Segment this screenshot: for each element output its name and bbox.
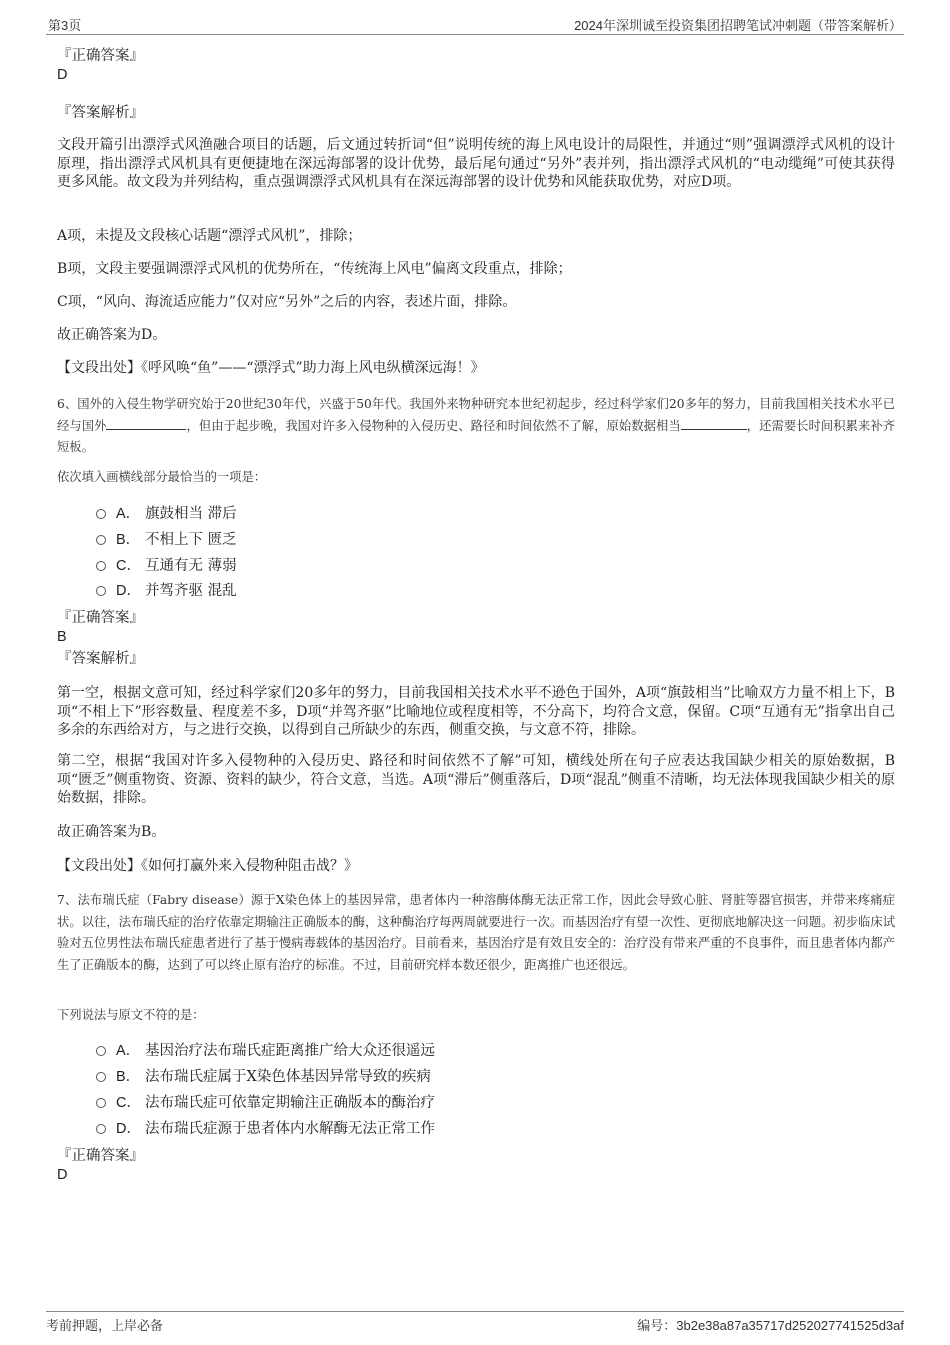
q5-analysis-paragraph: C项，“风向、海流适应能力”仅对应“另外”之后的内容，表述片面，排除。 bbox=[57, 294, 517, 310]
q6-analysis-label: 『答案解析』 bbox=[57, 651, 144, 667]
q5-answer-label: 『正确答案』 bbox=[57, 48, 144, 64]
q6-source: 【文段出处】《如何打赢外来入侵物种阻击战？》 bbox=[57, 858, 358, 874]
q6-answer: B bbox=[57, 629, 67, 645]
q5-answer: D bbox=[57, 67, 68, 83]
radio-button[interactable] bbox=[96, 586, 106, 596]
q6-analysis-paragraph: 第一空，根据文意可知，经过科学家们20多年的努力，目前我国相关技术水平不逊色于国外，A项“旗鼓相当”比喻双方力量不相上下，B项“不相上下”形容数量、程度差不多，D项“并驾齐驱”比喻地位或程度相等，不分高下，均符合文意，保留。C项“互通有无”指拿出自己多余的东西给对方，与之进行交换，以得到自己所缺少的东西，侧重交换，与文意不符，排除。 bbox=[57, 685, 895, 738]
q5-analysis-paragraph: A项，未提及文段核心话题“漂浮式风机”，排除； bbox=[57, 228, 362, 244]
q7-answer-label: 『正确答案』 bbox=[57, 1148, 144, 1164]
q7-answer: D bbox=[57, 1167, 68, 1183]
radio-button[interactable] bbox=[96, 509, 106, 519]
page-number: 第3页 bbox=[48, 18, 82, 33]
radio-button[interactable] bbox=[96, 1046, 106, 1056]
radio-button[interactable] bbox=[96, 1072, 106, 1082]
fill-blank-1 bbox=[106, 417, 186, 430]
q6-analysis-paragraph: 故正确答案为B。 bbox=[57, 824, 166, 840]
q6-stem: 6、国外的入侵生物学研究始于20世纪30年代，兴盛于50年代。我国外来物种研究本世纪初起步，经过科学家们20多年的努力，目前我国相关技术水平已经与国外 ，但由于起步晚，我国对许多入侵物种的入侵历史、路径和时间依然不了解，原始数据相当 ，还需要长时间积累来补齐短板。 bbox=[57, 397, 895, 454]
footer-slogan: 考前押题，上岸必备 bbox=[46, 1318, 164, 1333]
radio-button[interactable] bbox=[96, 1124, 106, 1134]
q7-stem: 7、法布瑞氏症（Fabry disease）源于X染色体上的基因异常，患者体内一种溶酶体酶无法正常工作，因此会导致心脏、肾脏等器官损害，并带来疼痛症状。以往，法布瑞氏症的治疗依靠定期输注正确版本的酶，这种酶治疗每两周就要进行一次。而基因治疗有望一次性、更彻底地解决这一问题。初步临床试验对五位男性法布瑞氏症患者进行了基于慢病毒载体的基因治疗。目前看来，基因治疗是有效且安全的：治疗没有带来严重的不良事件，而且患者体内都产生了正确版本的酶，达到了可以终止原有治疗的标准。不过，目前研究样本数还很少，距离推广也还很远。 bbox=[57, 893, 895, 972]
fill-blank-2 bbox=[681, 417, 747, 430]
q7-prompt: 下列说法与原文不符的是： bbox=[57, 1008, 205, 1022]
q5-source: 【文段出处】《呼风唤“鱼”——“漂浮式”助力海上风电纵横深远海！》 bbox=[57, 360, 485, 376]
q6-prompt: 依次填入画横线部分最恰当的一项是： bbox=[57, 470, 267, 484]
page-header bbox=[46, 14, 904, 35]
document-id: 编号：3b2e38a87a35717d252027741525d3af bbox=[637, 1318, 904, 1333]
q5-analysis-paragraph: 文段开篇引出漂浮式风渔融合项目的话题，后文通过转折词“但”说明传统的海上风电设计的局限性，并通过“则”强调漂浮式风机的设计原理，指出漂浮式风机具有更便捷地在深远海部署的设计优势，最后尾句通过“另外”表并列，指出漂浮式风机的“电动缆绳”可使其获得更多风能。故文段为并列结构，重点强调漂浮式风机具有在深远海部署的设计优势和风能获取优势，对应D项。 bbox=[57, 137, 895, 190]
q5-analysis-paragraph: 故正确答案为D。 bbox=[57, 327, 167, 343]
q5-analysis-label: 『答案解析』 bbox=[57, 105, 144, 121]
document-title: 2024年深圳诚至投资集团招聘笔试冲刺题（带答案解析） bbox=[574, 18, 902, 33]
radio-button[interactable] bbox=[96, 561, 106, 571]
q6-analysis-paragraph: 第二空，根据“我国对许多入侵物种的入侵历史、路径和时间依然不了解”可知，横线处所在句子应表达我国缺少相关的原始数据，B项“匮乏”侧重物资、资源、资料的缺少，符合文意，当选。A项“滞后”侧重落后，D项“混乱”侧重不清晰，均无法体现我国缺少相关的原始数据，排除。 bbox=[57, 753, 895, 806]
radio-button[interactable] bbox=[96, 1098, 106, 1108]
q6-answer-label: 『正确答案』 bbox=[57, 610, 144, 626]
page-footer bbox=[46, 1311, 904, 1334]
q5-analysis-paragraph: B项，文段主要强调漂浮式风机的优势所在，“传统海上风电”偏离文段重点，排除； bbox=[57, 261, 572, 277]
radio-button[interactable] bbox=[96, 535, 106, 545]
